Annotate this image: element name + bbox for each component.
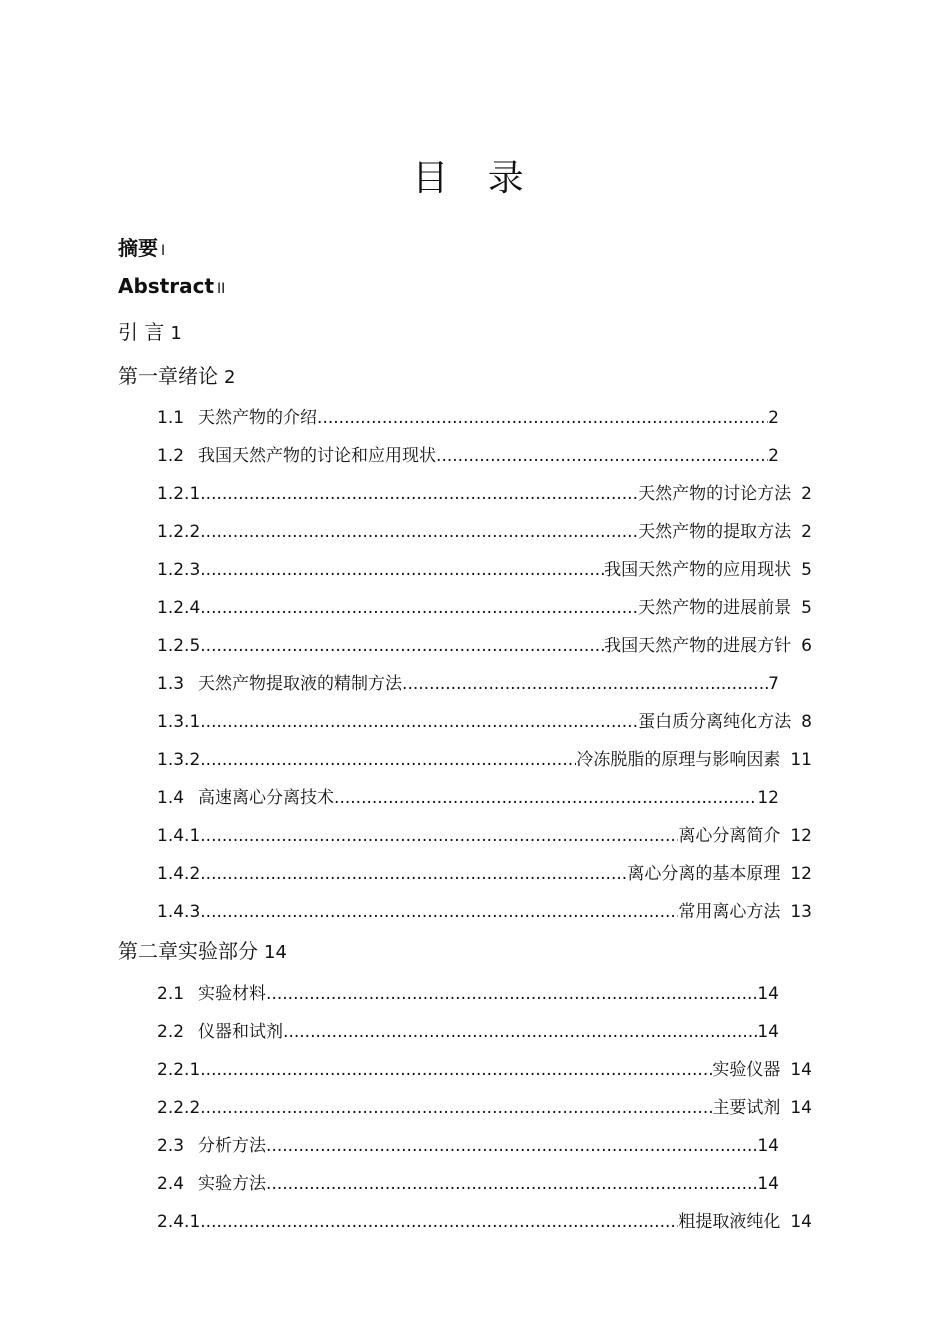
toc-page: 14 xyxy=(757,1136,779,1156)
toc-number: 1.4.2 xyxy=(157,864,201,884)
toc-number: 2.2.1 xyxy=(157,1060,201,1080)
dot-leader xyxy=(200,864,627,884)
toc-number: 1.4.1 xyxy=(157,826,201,846)
toc-page: 12 xyxy=(790,864,812,884)
toc-entry[interactable] xyxy=(157,859,812,884)
dot-leader xyxy=(283,1022,757,1042)
toc-number: 1.3.2 xyxy=(157,750,201,770)
dot-leader xyxy=(200,712,638,732)
toc-page: 14 xyxy=(790,1212,812,1232)
toc-number: 2.1 xyxy=(157,984,185,1004)
toc-entry[interactable] xyxy=(157,555,812,580)
toc-label: 天然产物的进展前景 xyxy=(638,598,792,618)
page-title: 目 录 xyxy=(412,158,538,199)
toc-entry[interactable] xyxy=(157,1207,812,1232)
dot-leader xyxy=(200,826,678,846)
toc-number: 2.2 xyxy=(157,1022,185,1042)
toc-page: 1 xyxy=(170,323,182,344)
toc-page: 14 xyxy=(757,984,779,1004)
toc-label: 摘要 xyxy=(118,236,158,260)
dot-leader xyxy=(200,636,604,656)
toc-label: 引 言 xyxy=(118,320,165,344)
toc-page: 2 xyxy=(768,408,779,428)
toc-label: 实验方法 xyxy=(198,1174,267,1194)
toc-entry-intro[interactable] xyxy=(118,316,182,345)
toc-page: 5 xyxy=(801,560,812,580)
toc-page: 12 xyxy=(790,826,812,846)
toc-label: 离心分离简介 xyxy=(678,826,781,846)
dot-leader xyxy=(200,902,678,922)
toc-entry[interactable] xyxy=(157,517,812,542)
toc-page: 13 xyxy=(790,902,812,922)
toc-page: 7 xyxy=(768,674,779,694)
toc-number: 1.2.1 xyxy=(157,484,201,504)
toc-entry[interactable] xyxy=(157,707,812,732)
dot-leader xyxy=(200,1098,712,1118)
toc-page: 2 xyxy=(768,446,779,466)
toc-number: 1.4 xyxy=(157,788,185,808)
dot-leader xyxy=(402,674,768,694)
toc-page: 11 xyxy=(790,750,812,770)
toc-label: 天然产物的讨论方法 xyxy=(638,484,792,504)
toc-page: 14 xyxy=(790,1060,812,1080)
toc-entry[interactable] xyxy=(157,745,812,770)
toc-page: 14 xyxy=(790,1098,812,1118)
toc-page: 8 xyxy=(801,712,812,732)
toc-label: 天然产物提取液的精制方法 xyxy=(198,674,403,694)
toc-page: 2 xyxy=(224,367,236,388)
toc-entry[interactable] xyxy=(157,593,812,618)
toc-label: 主要试剂 xyxy=(712,1098,781,1118)
toc-entry[interactable] xyxy=(157,1055,812,1080)
dot-leader xyxy=(200,560,604,580)
toc-number: 2.4 xyxy=(157,1174,185,1194)
dot-leader xyxy=(317,408,768,428)
toc-entry[interactable] xyxy=(157,979,779,1004)
toc-page: 14 xyxy=(264,942,287,963)
toc-label: 第一章绪论 xyxy=(118,364,218,388)
toc-label: 我国天然产物的讨论和应用现状 xyxy=(198,446,437,466)
toc-number: 1.2 xyxy=(157,446,185,466)
toc-label: 天然产物的提取方法 xyxy=(638,522,792,542)
dot-leader xyxy=(200,598,638,618)
toc-label: 仪器和试剂 xyxy=(198,1022,284,1042)
dot-leader xyxy=(200,484,638,504)
toc-number: 2.2.2 xyxy=(157,1098,201,1118)
toc-label: 粗提取液纯化 xyxy=(678,1212,781,1232)
toc-entry[interactable] xyxy=(157,1093,812,1118)
toc-entry-abstract-en[interactable] xyxy=(118,274,225,298)
toc-label: 我国天然产物的应用现状 xyxy=(604,560,792,580)
toc-entry[interactable] xyxy=(157,897,812,922)
toc-number: 1.2.2 xyxy=(157,522,201,542)
toc-entry[interactable] xyxy=(157,783,779,808)
dot-leader xyxy=(334,788,757,808)
toc-page: 12 xyxy=(757,788,779,808)
toc-entry[interactable] xyxy=(157,821,812,846)
toc-page: 14 xyxy=(757,1022,779,1042)
toc-number: 1.1 xyxy=(157,408,185,428)
toc-label: 高速离心分离技术 xyxy=(198,788,335,808)
toc-label: 实验材料 xyxy=(198,984,267,1004)
toc-number: 1.3 xyxy=(157,674,185,694)
toc-entry[interactable] xyxy=(157,479,812,504)
toc-entry[interactable] xyxy=(157,1017,779,1042)
toc-entry[interactable] xyxy=(157,1131,779,1156)
toc-page: 6 xyxy=(801,636,812,656)
toc-page: I xyxy=(161,243,166,259)
toc-label: 蛋白质分离纯化方法 xyxy=(638,712,792,732)
toc-entry[interactable] xyxy=(157,403,779,428)
toc-entry-abstract-cn[interactable] xyxy=(118,232,165,261)
toc-label: 我国天然产物的进展方针 xyxy=(604,636,792,656)
dot-leader xyxy=(200,1212,678,1232)
toc-label: 第二章实验部分 xyxy=(118,939,258,963)
toc-number: 1.2.3 xyxy=(157,560,201,580)
toc-number: 1.3.1 xyxy=(157,712,201,732)
toc-entry[interactable] xyxy=(157,669,779,694)
toc-page: 2 xyxy=(801,522,812,542)
toc-number: 2.4.1 xyxy=(157,1212,201,1232)
toc-entry-chapter-1[interactable] xyxy=(118,360,235,389)
toc-number: 1.4.3 xyxy=(157,902,201,922)
toc-label: 冷冻脱脂的原理与影响因素 xyxy=(576,750,781,770)
toc-entry[interactable] xyxy=(157,631,812,656)
toc-number: 2.3 xyxy=(157,1136,185,1156)
toc-number: 1.2.5 xyxy=(157,636,201,656)
dot-leader xyxy=(200,522,638,542)
dot-leader xyxy=(266,984,757,1004)
dot-leader xyxy=(436,446,768,466)
toc-page: 14 xyxy=(757,1174,779,1194)
dot-leader xyxy=(266,1136,757,1156)
toc-label: 离心分离的基本原理 xyxy=(627,864,781,884)
toc-label: Abstract xyxy=(118,274,215,298)
toc-page: 2 xyxy=(801,484,812,504)
dot-leader xyxy=(266,1174,757,1194)
toc-entry-chapter-2[interactable] xyxy=(118,935,287,964)
toc-label: 实验仪器 xyxy=(712,1060,781,1080)
toc-page: 5 xyxy=(801,598,812,618)
toc-label: 天然产物的介绍 xyxy=(198,408,318,428)
toc-entry[interactable] xyxy=(157,441,779,466)
toc-label: 常用离心方法 xyxy=(678,902,781,922)
toc-entry[interactable] xyxy=(157,1169,779,1194)
dot-leader xyxy=(200,1060,712,1080)
toc-number: 1.2.4 xyxy=(157,598,201,618)
toc-page: II xyxy=(217,281,226,297)
dot-leader xyxy=(200,750,576,770)
toc-label: 分析方法 xyxy=(198,1136,267,1156)
